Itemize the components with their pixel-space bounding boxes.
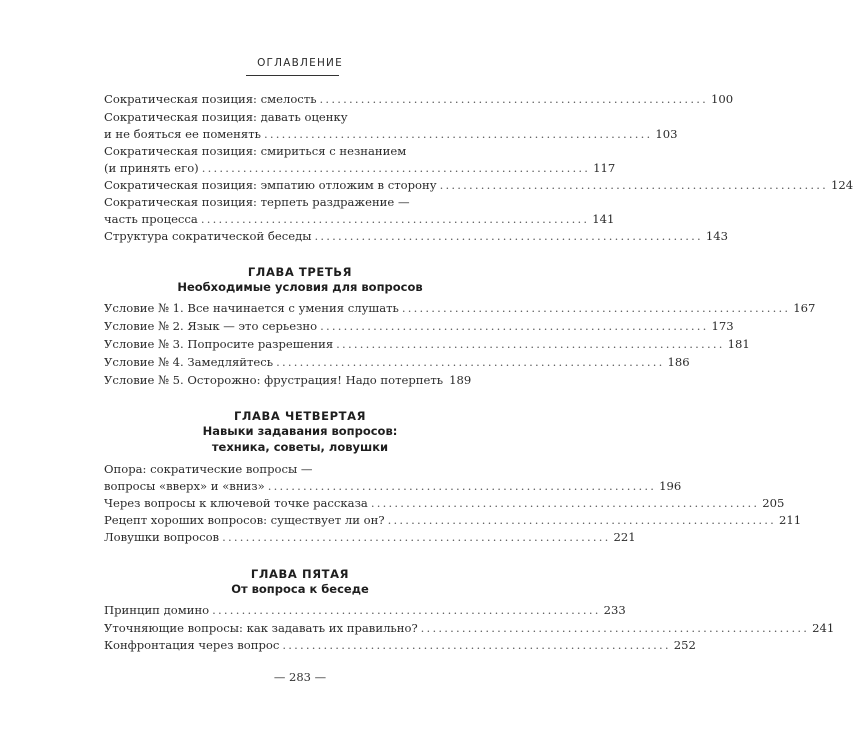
- toc-entry: Условие № 1. Все начинается с умения слушать .................................................................. 167: [104, 301, 816, 315]
- toc-entry: Условие № 3. Попросите разрешения .................................................................. 181: [104, 337, 750, 351]
- toc-entry: Уточняющие вопросы: как задавать их правильно? .................................................................. 241: [104, 621, 835, 635]
- toc-entry: Опора: сократические вопросы — вопросы «вверх» и «вниз» .................................................................. 196: [104, 462, 682, 493]
- toc-entry: Сократическая позиция: смириться с незнанием (и принять его) .................................................................. 117: [104, 144, 616, 175]
- page-header-title: ОГЛАВЛЕНИЕ: [257, 57, 343, 69]
- header-underline: [246, 75, 339, 76]
- toc-entry: Принцип домино .................................................................. 233: [104, 603, 626, 617]
- toc-entry: Сократическая позиция: эмпатию отложим в сторону .................................................................. 124: [104, 178, 853, 192]
- page-number: — 283 —: [273, 670, 327, 684]
- chapter-label: ГЛАВА ПЯТАЯ: [250, 567, 350, 581]
- toc-entry: Рецепт хороших вопросов: существует ли он? .................................................................. 211: [104, 513, 802, 527]
- chapter-title: Необходимые условия для вопросов: [177, 280, 423, 294]
- toc-entry: Условие № 2. Язык — это серьезно .................................................................. 173: [104, 319, 734, 333]
- toc-entry: Сократическая позиция: смелость .................................................................. 100: [104, 92, 734, 106]
- chapter-title: Навыки задавания вопросов:: [202, 424, 398, 438]
- chapter-label: ГЛАВА ТРЕТЬЯ: [247, 265, 353, 279]
- toc-entry: Структура сократической беседы .................................................................. 143: [104, 229, 729, 243]
- toc-entry: Условие № 5. Осторожно: фрустрация! Надо потерпеть 189: [104, 373, 472, 387]
- chapter-label: ГЛАВА ЧЕТВЕРТАЯ: [233, 409, 367, 423]
- toc-entry: Условие № 4. Замедляйтесь .................................................................. 186: [104, 355, 690, 369]
- toc-entry: Через вопросы к ключевой точке рассказа .................................................................. 205: [104, 496, 785, 510]
- chapter-title: От вопроса к беседе: [231, 582, 369, 596]
- toc-entry: Сократическая позиция: терпеть раздражение — часть процесса .................................................................. 141: [104, 195, 615, 226]
- toc-entry: Сократическая позиция: давать оценку и не бояться ее поменять .................................................................. 103: [104, 110, 678, 141]
- chapter-title: техника, советы, ловушки: [211, 440, 389, 454]
- toc-entry: Ловушки вопросов .................................................................. 221: [104, 530, 636, 544]
- toc-entry: Конфронтация через вопрос .................................................................. 252: [104, 638, 696, 652]
